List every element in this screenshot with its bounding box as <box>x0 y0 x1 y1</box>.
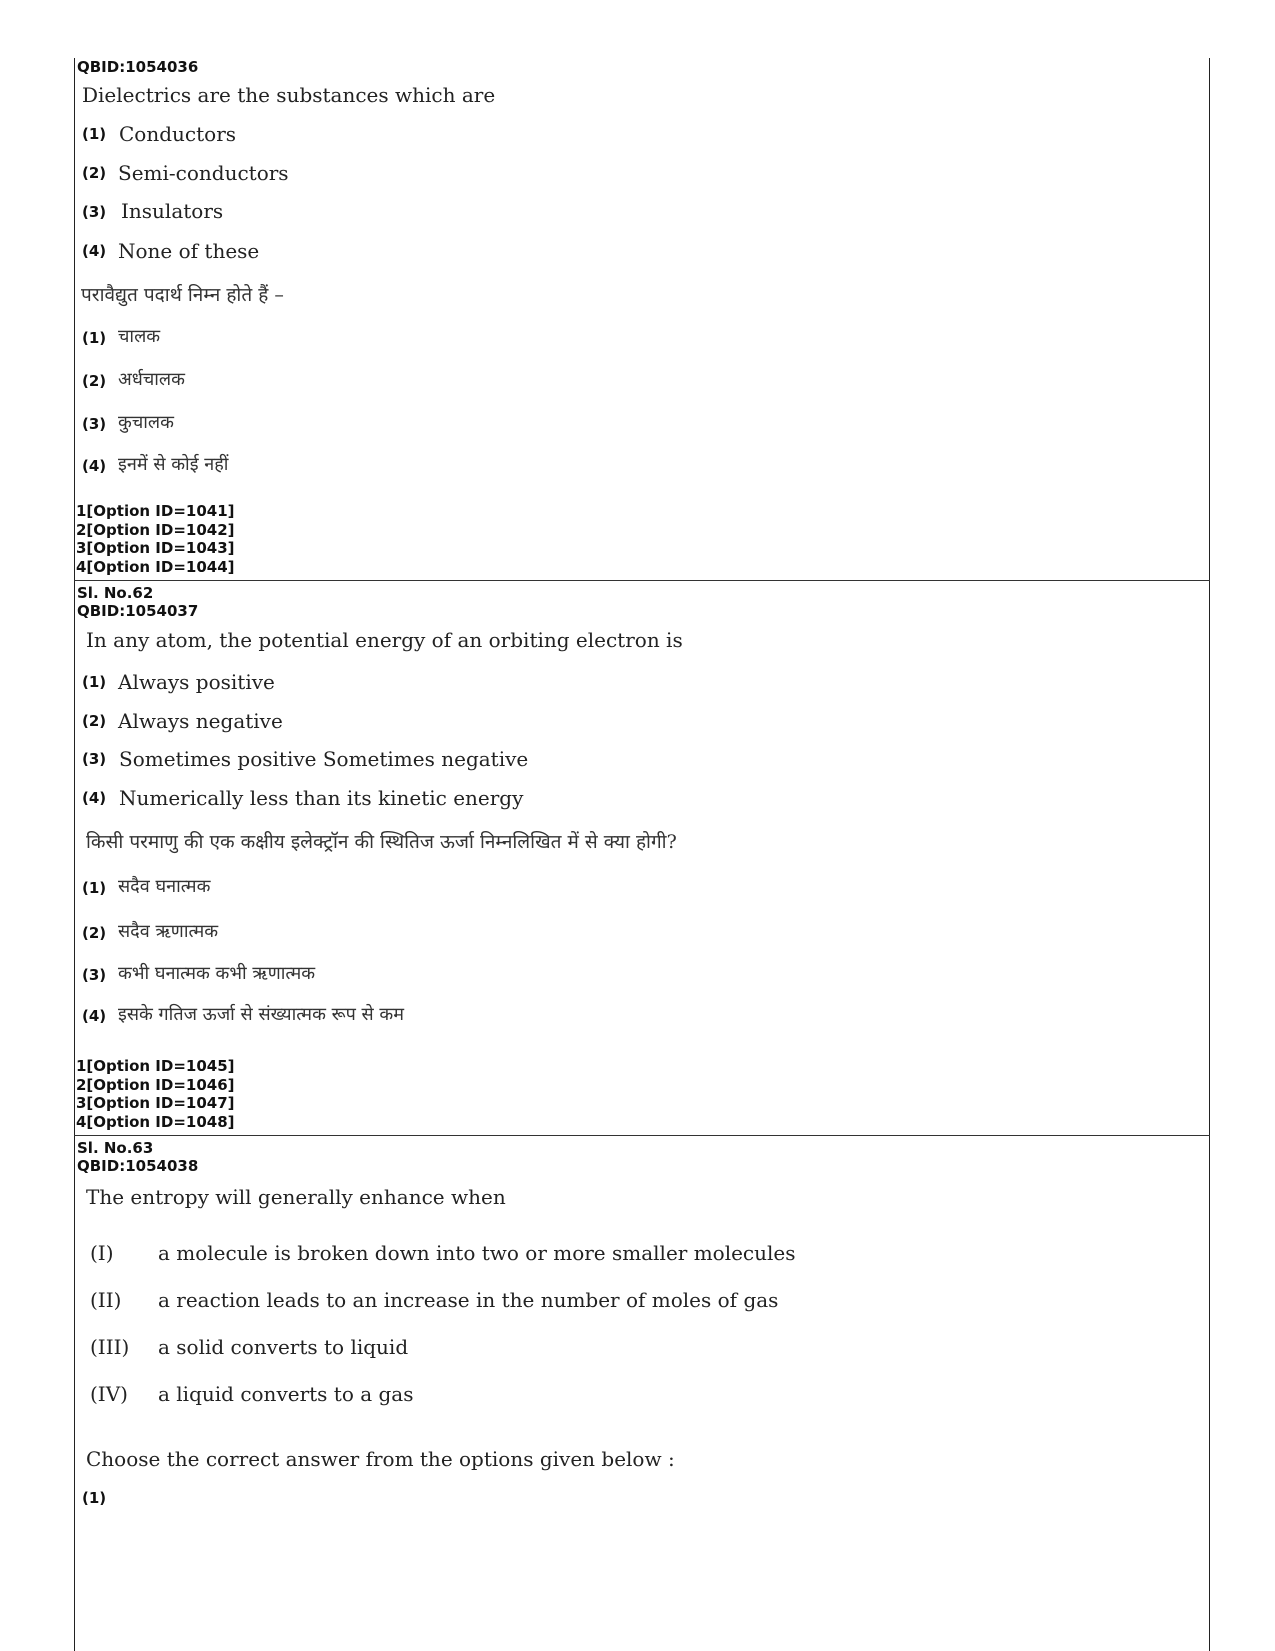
question-text-hindi: परावैद्युत पदार्थ निम्न होते हैं – <box>81 284 284 306</box>
option-number: (3) <box>82 415 107 433</box>
question-divider <box>74 580 1210 581</box>
option-text-hindi: कभी घनात्मक कभी ऋणात्मक <box>118 963 316 984</box>
statement-number: (III) <box>90 1335 130 1359</box>
option-number: (2) <box>82 924 107 942</box>
option-id-list <box>76 502 235 576</box>
option-number: (3) <box>82 966 107 984</box>
statement-text: a solid converts to liquid <box>158 1335 409 1359</box>
option-text-hindi: इसके गतिज ऊर्जा से संख्यात्मक रूप से कम <box>118 1004 405 1025</box>
option-id: 1[Option ID=1041] <box>76 502 235 520</box>
option-number: (1) <box>82 879 107 897</box>
option-number: (2) <box>82 712 107 730</box>
statement-text: a reaction leads to an increase in the number of moles of gas <box>158 1288 779 1312</box>
option-text-hindi: कुचालक <box>118 412 174 433</box>
option-number: (4) <box>82 789 107 807</box>
option-text-hindi: चालक <box>118 326 161 347</box>
option-text: Always positive <box>118 670 275 694</box>
option-number: (1) <box>82 329 107 347</box>
statement-number: (II) <box>90 1288 122 1312</box>
option-text: Insulators <box>121 199 224 223</box>
option-text: Semi-conductors <box>118 161 289 185</box>
option-id: 4[Option ID=1048] <box>76 1112 235 1131</box>
option-text-hindi: इनमें से कोई नहीं <box>118 454 229 475</box>
option-id: 3[Option ID=1047] <box>76 1094 235 1112</box>
option-number: (4) <box>82 242 107 260</box>
instruction-text: Choose the correct answer from the options given below : <box>86 1447 675 1471</box>
option-id: 2[Option ID=1042] <box>76 520 235 539</box>
option-number: (3) <box>82 203 107 221</box>
option-id: 1[Option ID=1045] <box>76 1057 235 1075</box>
statement-text: a liquid converts to a gas <box>158 1382 414 1406</box>
option-text-hindi: सदैव ऋणात्मक <box>118 921 219 942</box>
option-id: 2[Option ID=1046] <box>76 1075 235 1094</box>
option-text: Always negative <box>118 709 283 733</box>
option-number: (1) <box>82 125 107 143</box>
qbid-label: QBID:1054037 <box>77 602 199 620</box>
option-id: 4[Option ID=1044] <box>76 557 235 576</box>
serial-number: Sl. No.63 <box>77 1139 154 1157</box>
option-number: (1) <box>82 673 107 691</box>
option-number: (1) <box>82 1489 107 1507</box>
statement-number: (IV) <box>90 1382 128 1406</box>
option-text: Sometimes positive Sometimes negative <box>119 747 529 771</box>
option-number: (2) <box>82 164 107 182</box>
option-id-list <box>76 1057 235 1131</box>
question-text-hindi: किसी परमाणु की एक कक्षीय इलेक्ट्रॉन की स्थितिज ऊर्जा निम्नलिखित में से क्या होगी? <box>86 831 677 853</box>
option-text-hindi: सदैव घनात्मक <box>118 876 211 897</box>
option-id: 3[Option ID=1043] <box>76 539 235 557</box>
question-text: Dielectrics are the substances which are <box>82 83 496 107</box>
option-number: (4) <box>82 457 107 475</box>
option-text: Conductors <box>119 122 237 146</box>
option-number: (3) <box>82 750 107 768</box>
option-text: None of these <box>118 239 260 263</box>
question-text: The entropy will generally enhance when <box>86 1185 506 1209</box>
statement-text: a molecule is broken down into two or more smaller molecules <box>158 1241 796 1265</box>
option-text: Numerically less than its kinetic energy <box>119 786 524 810</box>
question-divider <box>74 1135 1210 1136</box>
statement-number: (I) <box>90 1241 114 1265</box>
option-text-hindi: अर्धचालक <box>118 369 185 390</box>
qbid-label: QBID:1054038 <box>77 1157 199 1175</box>
option-number: (4) <box>82 1007 107 1025</box>
question-text: In any atom, the potential energy of an orbiting electron is <box>86 628 683 652</box>
qbid-label: QBID:1054036 <box>77 58 199 76</box>
option-number: (2) <box>82 372 107 390</box>
serial-number: Sl. No.62 <box>77 584 154 602</box>
